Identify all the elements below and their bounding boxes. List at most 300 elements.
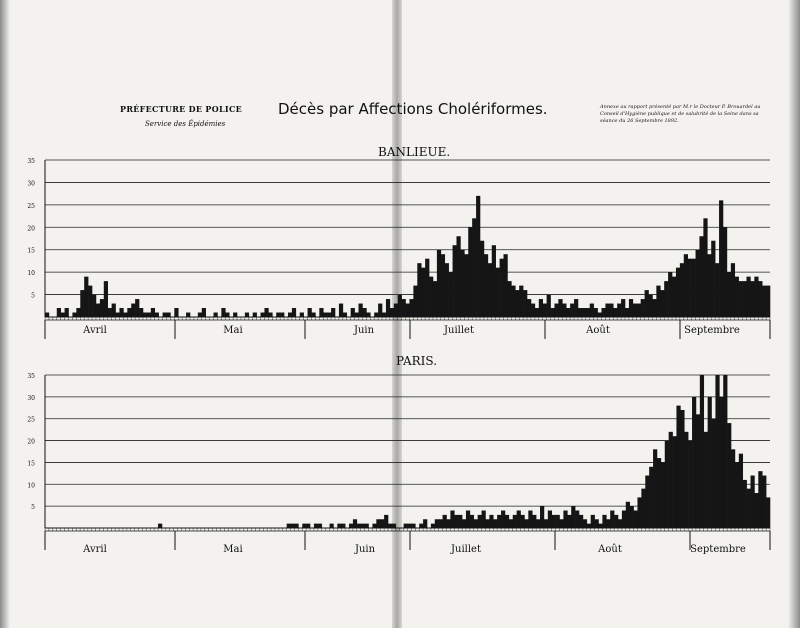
paris-bar xyxy=(489,515,493,528)
banlieue-bar xyxy=(308,308,312,317)
paris-bar xyxy=(388,524,392,528)
banlieue-bar xyxy=(61,313,65,317)
banlieue-bar xyxy=(374,313,378,317)
paris-bar xyxy=(708,397,712,528)
paris-bar xyxy=(618,519,622,528)
banlieue-bar xyxy=(323,313,327,317)
banlieue-bar xyxy=(504,254,508,317)
banlieue-bar xyxy=(276,313,280,317)
banlieue-bar xyxy=(554,304,558,317)
paris-bar xyxy=(751,476,755,528)
banlieue-bar xyxy=(268,313,272,317)
banlieue-bar xyxy=(617,304,621,317)
banlieue-bar xyxy=(496,268,500,317)
banlieue-bar xyxy=(362,308,366,317)
paris-bar xyxy=(466,511,470,528)
banlieue-bar xyxy=(629,299,633,317)
paris-bar xyxy=(380,519,384,528)
paris-bar xyxy=(532,515,536,528)
banlieue-bar xyxy=(668,272,672,317)
banlieue-bar xyxy=(119,308,123,317)
banlieue-bar xyxy=(750,281,754,317)
banlieue-bar xyxy=(421,268,425,317)
banlieue-bar xyxy=(233,313,237,317)
banlieue-bar xyxy=(507,281,511,317)
banlieue-bar xyxy=(715,263,719,317)
banlieue-bar xyxy=(543,304,547,317)
banlieue-bar xyxy=(112,304,116,317)
banlieue-bar xyxy=(127,308,131,317)
paris-bar xyxy=(341,524,345,528)
paris-bar xyxy=(372,524,376,528)
banlieue-bar xyxy=(425,259,429,317)
paris-bar xyxy=(626,502,630,528)
paris-bar xyxy=(591,515,595,528)
paris-bar xyxy=(330,524,334,528)
annex-note: Annexe au rapport présenté par M.r le Docteur P. Brouardel au Conseil d'Hygiène publique et de salubrité de la Seine dans sa séance du 26 Septembre 1892. xyxy=(600,104,761,124)
banlieue-bar xyxy=(339,304,343,317)
banlieue-bar xyxy=(727,272,731,317)
banlieue-y-tick-label: 25 xyxy=(27,202,35,210)
banlieue-bar xyxy=(739,281,743,317)
banlieue-bar xyxy=(476,196,480,317)
banlieue-bar xyxy=(547,295,551,317)
paris-bar xyxy=(404,524,408,528)
banlieue-bar xyxy=(406,304,410,317)
banlieue-bar xyxy=(731,263,735,317)
paris-bar xyxy=(657,458,661,528)
banlieue-bar xyxy=(656,286,660,317)
paris-month-label: Juillet xyxy=(451,544,481,555)
banlieue-bar xyxy=(711,241,715,317)
paris-bar xyxy=(306,524,310,528)
paris-bar xyxy=(552,515,556,528)
banlieue-bar xyxy=(72,313,76,317)
paris-bar xyxy=(665,441,669,528)
banlieue-bar xyxy=(637,304,641,317)
banlieue-bar xyxy=(143,313,147,317)
banlieue-bar xyxy=(500,259,504,317)
banlieue-bar xyxy=(672,277,676,317)
paris-bar xyxy=(669,432,673,528)
banlieue-bar xyxy=(441,254,445,317)
paris-bar xyxy=(758,471,762,528)
banlieue-bar xyxy=(688,259,692,317)
banlieue-bar xyxy=(574,299,578,317)
banlieue-bar xyxy=(413,286,417,317)
paris-bar xyxy=(482,511,486,528)
paris-bar xyxy=(446,519,450,528)
paris-bar xyxy=(513,515,517,528)
paris-bar xyxy=(337,524,341,528)
paris-bar xyxy=(158,524,162,528)
banlieue-bar xyxy=(558,299,562,317)
banlieue-bar xyxy=(523,290,527,317)
banlieue-bar xyxy=(402,299,406,317)
banlieue-bar xyxy=(264,308,268,317)
banlieue-bar xyxy=(472,218,476,317)
banlieue-bar xyxy=(460,250,464,317)
banlieue-bar xyxy=(343,313,347,317)
banlieue-bar xyxy=(590,304,594,317)
banlieue-bar xyxy=(707,254,711,317)
paris-bar xyxy=(556,515,560,528)
banlieue-chart-title: BANLIEUE. xyxy=(378,145,451,159)
paris-y-tick-label: 30 xyxy=(27,394,35,402)
banlieue-bar xyxy=(582,308,586,317)
banlieue-bar xyxy=(468,227,472,317)
banlieue-bar xyxy=(92,295,96,317)
banlieue-bar xyxy=(605,304,609,317)
banlieue-month-label: Mai xyxy=(223,325,243,336)
paris-y-tick-label: 5 xyxy=(31,504,35,512)
banlieue-bar xyxy=(147,313,151,317)
banlieue-bar xyxy=(108,308,112,317)
paris-bar xyxy=(583,519,587,528)
banlieue-bar xyxy=(359,304,363,317)
banlieue-bar xyxy=(601,308,605,317)
banlieue-bar xyxy=(511,286,515,317)
paris-month-label: Avril xyxy=(83,544,107,555)
paris-bar xyxy=(715,375,719,528)
banlieue-bar xyxy=(766,286,770,317)
paris-bar xyxy=(735,462,739,528)
banlieue-bar xyxy=(531,304,535,317)
banlieue-bar xyxy=(719,200,723,317)
banlieue-bar xyxy=(174,308,178,317)
banlieue-bar xyxy=(131,304,135,317)
paris-bar xyxy=(454,515,458,528)
paris-bar xyxy=(622,511,626,528)
paris-bar xyxy=(439,519,443,528)
banlieue-month-label: Juillet xyxy=(444,325,474,336)
paris-bar xyxy=(575,511,579,528)
banlieue-bar xyxy=(566,308,570,317)
banlieue-bar xyxy=(331,308,335,317)
paris-bar xyxy=(462,519,466,528)
banlieue-bar xyxy=(609,304,613,317)
paris-bar xyxy=(688,441,692,528)
paris-bar xyxy=(579,515,583,528)
banlieue-bar xyxy=(645,290,649,317)
banlieue-bar xyxy=(758,281,762,317)
main-title: Décès par Affections Cholériformes. xyxy=(278,100,548,118)
paris-bar xyxy=(723,375,727,528)
paris-bar xyxy=(431,524,435,528)
banlieue-bar xyxy=(123,313,127,317)
banlieue-y-tick-label: 20 xyxy=(27,225,35,233)
paris-y-tick-label: 10 xyxy=(27,482,35,490)
banlieue-bar xyxy=(562,304,566,317)
paris-bar xyxy=(727,423,731,528)
paris-bar xyxy=(571,506,575,528)
paris-bar xyxy=(287,524,291,528)
paris-bar xyxy=(587,524,591,528)
paris-bar xyxy=(540,506,544,528)
banlieue-bar xyxy=(696,250,700,317)
banlieue-bar xyxy=(398,295,402,317)
paris-bar xyxy=(294,524,298,528)
paris-bar xyxy=(704,432,708,528)
paris-bar xyxy=(485,519,489,528)
banlieue-month-label: Avril xyxy=(83,325,107,336)
paris-bar xyxy=(497,515,501,528)
banlieue-bar xyxy=(456,236,460,317)
banlieue-bar xyxy=(151,308,155,317)
banlieue-bar xyxy=(394,304,398,317)
banlieue-bar xyxy=(735,277,739,317)
banlieue-bar xyxy=(214,313,218,317)
banlieue-bar xyxy=(453,245,457,317)
prefecture-title: PRÉFECTURE DE POLICE xyxy=(120,104,243,114)
paris-bar xyxy=(563,511,567,528)
paris-bar xyxy=(353,519,357,528)
paris-month-label: Août xyxy=(598,544,622,555)
banlieue-bar xyxy=(492,245,496,317)
paris-bar xyxy=(517,511,521,528)
paris-bar xyxy=(606,519,610,528)
banlieue-bar xyxy=(660,290,664,317)
paris-bar xyxy=(712,419,716,528)
banlieue-bar xyxy=(625,308,629,317)
banlieue-bar xyxy=(746,277,750,317)
paris-bar xyxy=(544,519,548,528)
paris-bar xyxy=(392,524,396,528)
banlieue-y-tick-label: 10 xyxy=(27,270,35,278)
paris-bar xyxy=(743,480,747,528)
paris-month-label: Mai xyxy=(223,544,243,555)
banlieue-bar xyxy=(762,286,766,317)
banlieue-bar xyxy=(703,218,707,317)
paris-bar xyxy=(641,489,645,528)
banlieue-bar xyxy=(449,272,453,317)
paris-bar xyxy=(696,414,700,528)
banlieue-bar xyxy=(578,308,582,317)
banlieue-bar xyxy=(186,313,190,317)
banlieue-bar xyxy=(676,268,680,317)
banlieue-bar xyxy=(76,308,80,317)
paris-bar xyxy=(645,476,649,528)
paris-bar xyxy=(692,397,696,528)
banlieue-bar xyxy=(488,263,492,317)
banlieue-bar xyxy=(300,313,304,317)
banlieue-bar xyxy=(680,263,684,317)
banlieue-bar xyxy=(163,313,167,317)
banlieue-y-tick-label: 30 xyxy=(27,180,35,188)
banlieue-bar xyxy=(221,308,225,317)
paris-bar xyxy=(470,515,474,528)
paris-y-tick-label: 20 xyxy=(27,438,35,446)
paris-bar xyxy=(291,524,295,528)
banlieue-bar xyxy=(378,304,382,317)
paris-bar xyxy=(458,515,462,528)
paris-y-tick-label: 35 xyxy=(27,373,35,380)
paris-chart-title: PARIS. xyxy=(396,354,438,368)
paris-bar xyxy=(567,515,571,528)
paris-bar xyxy=(423,519,427,528)
banlieue-bar xyxy=(684,254,688,317)
paris-bar xyxy=(637,497,641,528)
paris-bar xyxy=(614,515,618,528)
paris-bar xyxy=(505,515,509,528)
banlieue-bar xyxy=(202,308,206,317)
banlieue-bar xyxy=(433,281,437,317)
banlieue-bar xyxy=(437,250,441,317)
paris-bar xyxy=(684,432,688,528)
paris-bar xyxy=(719,397,723,528)
banlieue-bar xyxy=(116,313,120,317)
paris-bar xyxy=(365,524,369,528)
paris-bar xyxy=(376,519,380,528)
banlieue-bar xyxy=(382,313,386,317)
paris-bar xyxy=(314,524,318,528)
banlieue-bar xyxy=(366,313,370,317)
banlieue-y-tick-label: 15 xyxy=(27,247,35,255)
banlieue-bar xyxy=(386,299,390,317)
banlieue-bar xyxy=(327,313,331,317)
banlieue-bar xyxy=(100,299,104,317)
banlieue-bar xyxy=(535,308,539,317)
banlieue-bar xyxy=(57,308,61,317)
banlieue-bar xyxy=(649,295,653,317)
banlieue-bar xyxy=(613,308,617,317)
paris-bar xyxy=(501,511,505,528)
banlieue-bar xyxy=(292,308,296,317)
banlieue-bar xyxy=(80,290,84,317)
paris-bar xyxy=(411,524,415,528)
paris-bar xyxy=(762,476,766,528)
paris-bar xyxy=(361,524,365,528)
paris-bar xyxy=(349,524,353,528)
service-label: Service des Épidémies xyxy=(145,120,226,128)
paris-bar xyxy=(680,410,684,528)
banlieue-bar xyxy=(280,313,284,317)
paris-bar xyxy=(509,519,513,528)
paris-bar xyxy=(649,467,653,528)
banlieue-bar xyxy=(699,236,703,317)
banlieue-month-label: Août xyxy=(586,325,610,336)
paris-bar xyxy=(419,524,423,528)
paris-bar xyxy=(598,524,602,528)
banlieue-bar xyxy=(104,281,108,317)
paris-bar xyxy=(739,454,743,528)
paris-bar xyxy=(384,515,388,528)
paris-bar xyxy=(318,524,322,528)
paris-bar xyxy=(653,449,657,528)
paris-month-label: Juin xyxy=(354,544,376,555)
banlieue-bar xyxy=(429,277,433,317)
banlieue-bar xyxy=(135,299,139,317)
paris-bar xyxy=(630,506,634,528)
paris-bar xyxy=(731,449,735,528)
paris-bar xyxy=(673,436,677,528)
paris-bar xyxy=(548,511,552,528)
banlieue-bar xyxy=(417,263,421,317)
paris-bar xyxy=(602,515,606,528)
banlieue-bar xyxy=(633,304,637,317)
paris-bar xyxy=(560,519,564,528)
paris-y-tick-label: 25 xyxy=(27,416,35,424)
banlieue-bar xyxy=(598,313,602,317)
banlieue-bar xyxy=(409,299,413,317)
banlieue-bar xyxy=(288,313,292,317)
banlieue-bar xyxy=(641,299,645,317)
paris-bar xyxy=(521,515,525,528)
banlieue-bar xyxy=(551,308,555,317)
paris-bar xyxy=(634,511,638,528)
banlieue-bar xyxy=(539,299,543,317)
paris-bar xyxy=(528,511,532,528)
banlieue-y-tick-label: 35 xyxy=(27,158,35,165)
banlieue-y-tick-label: 5 xyxy=(31,292,35,300)
paris-bar xyxy=(302,524,306,528)
paris-bar xyxy=(700,375,704,528)
banlieue-bar xyxy=(480,241,484,317)
paris-bar xyxy=(747,489,751,528)
paris-bar xyxy=(408,524,412,528)
banlieue-bar xyxy=(261,313,265,317)
banlieue-bar xyxy=(45,313,49,317)
paris-bar xyxy=(524,519,528,528)
banlieue-bar xyxy=(351,308,355,317)
paris-bar xyxy=(754,493,758,528)
paris-bar xyxy=(595,519,599,528)
paris-bar xyxy=(676,406,680,528)
banlieue-bar xyxy=(484,254,488,317)
banlieue-bar xyxy=(84,277,88,317)
banlieue-bar xyxy=(253,313,257,317)
banlieue-bar xyxy=(390,308,394,317)
banlieue-bar xyxy=(652,299,656,317)
banlieue-bar xyxy=(355,313,359,317)
paris-bar xyxy=(493,519,497,528)
paris-month-label: Septembre xyxy=(690,544,746,555)
banlieue-bar xyxy=(245,313,249,317)
paris-bar xyxy=(443,515,447,528)
banlieue-bar xyxy=(464,254,468,317)
paris-y-tick-label: 15 xyxy=(27,460,35,468)
paris-bar xyxy=(474,519,478,528)
banlieue-bar xyxy=(621,299,625,317)
banlieue-bar xyxy=(88,286,92,317)
paris-bar xyxy=(478,515,482,528)
banlieue-bar xyxy=(570,304,574,317)
banlieue-bar xyxy=(527,299,531,317)
banlieue-bar xyxy=(311,313,315,317)
banlieue-bar xyxy=(586,308,590,317)
paris-bar xyxy=(536,519,540,528)
banlieue-bar xyxy=(519,286,523,317)
banlieue-bar xyxy=(198,313,202,317)
paris-bar xyxy=(435,519,439,528)
banlieue-month-label: Septembre xyxy=(684,325,740,336)
banlieue-bar xyxy=(692,259,696,317)
banlieue-bar xyxy=(515,290,519,317)
paris-bar xyxy=(766,497,770,528)
banlieue-bar xyxy=(319,308,323,317)
banlieue-bar xyxy=(166,313,170,317)
paris-bar xyxy=(450,511,454,528)
banlieue-month-label: Juin xyxy=(353,325,375,336)
banlieue-bar xyxy=(96,304,100,317)
banlieue-bar xyxy=(754,277,758,317)
banlieue-bar xyxy=(155,313,159,317)
banlieue-bar xyxy=(65,308,69,317)
banlieue-bar xyxy=(139,308,143,317)
banlieue-bar xyxy=(743,281,747,317)
paris-bar xyxy=(610,511,614,528)
banlieue-bar xyxy=(664,281,668,317)
